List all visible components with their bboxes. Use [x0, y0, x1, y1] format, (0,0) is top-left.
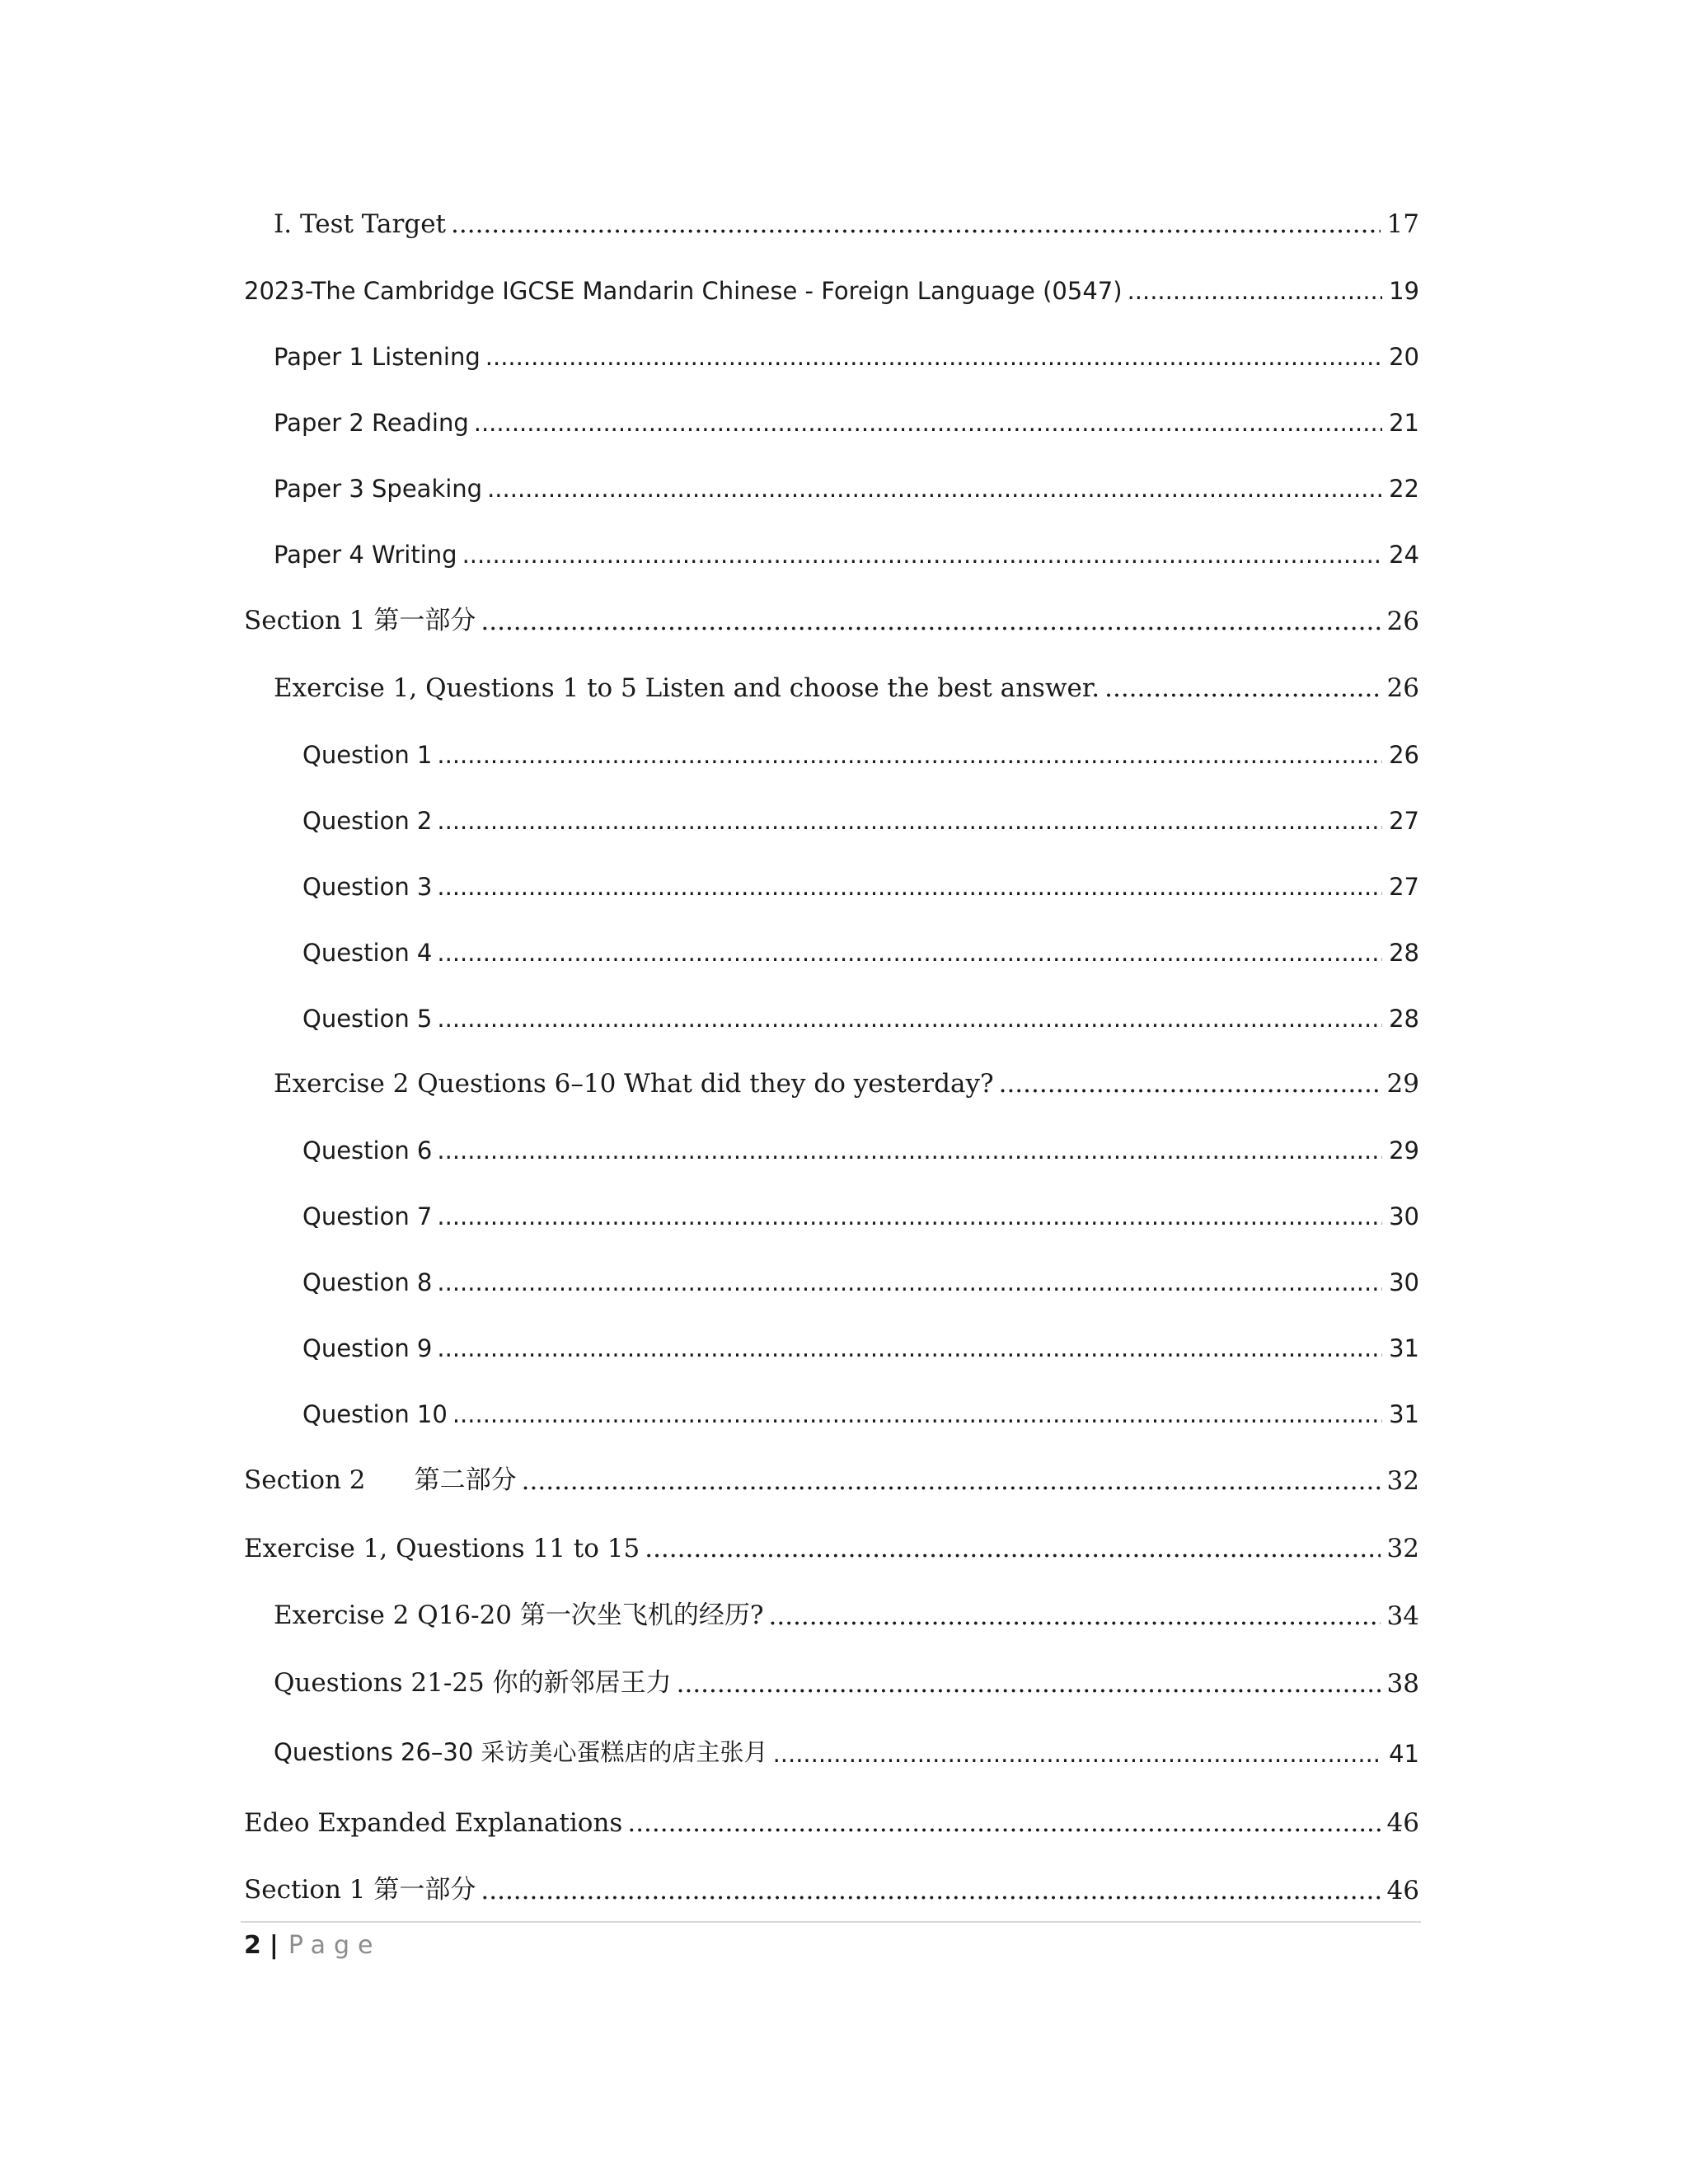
toc-page-number: 41 — [1389, 1740, 1419, 1768]
toc-dot-leader — [769, 1601, 1381, 1631]
toc-dot-leader — [437, 1268, 1382, 1296]
toc-entry-question-6[interactable] — [302, 1115, 1419, 1165]
toc-page-number: 28 — [1389, 1005, 1419, 1033]
toc-page-number: 26 — [1389, 741, 1419, 769]
toc-dot-leader — [437, 1005, 1382, 1033]
toc-dot-leader — [462, 541, 1383, 569]
toc-entry-paper-1[interactable] — [274, 321, 1419, 371]
toc-entry-section-1[interactable] — [244, 587, 1419, 636]
toc-entry-label: Section 1 第一部分 — [244, 1875, 476, 1905]
toc-entry-label: Paper 3 Speaking — [274, 475, 483, 503]
toc-entry-label: I. Test Target — [274, 209, 447, 239]
toc-entry-test-target[interactable] — [274, 190, 1419, 239]
toc-dot-leader — [437, 1202, 1382, 1230]
page-footer — [244, 1924, 381, 1966]
footer-page-number: 2 — [244, 1930, 261, 1960]
toc-page-number: 27 — [1389, 807, 1419, 835]
toc-entry-section-2[interactable] — [244, 1446, 1419, 1496]
toc-dot-leader — [677, 1669, 1381, 1699]
toc-page-number: 20 — [1389, 343, 1419, 371]
toc-entry-label: Exercise 1, Questions 11 to 15 — [244, 1534, 640, 1563]
toc-entry-questions-26-30[interactable] — [274, 1718, 1419, 1768]
toc-entry-label: Exercise 1, Questions 1 to 5 Listen and choose the best answer. — [274, 673, 1100, 703]
toc-entry-label: Question 2 — [302, 807, 433, 835]
toc-dot-leader — [1128, 277, 1383, 305]
toc-entry-question-7[interactable] — [302, 1181, 1419, 1230]
toc-entry-label: Paper 2 Reading — [274, 409, 469, 437]
toc-entry-label: Exercise 2 Questions 6–10 What did they do yesterday? — [274, 1069, 994, 1099]
toc-entry-label: Question 6 — [302, 1137, 433, 1165]
toc-page-number: 19 — [1389, 277, 1419, 305]
toc-dot-leader — [487, 475, 1382, 503]
toc-dot-leader — [999, 1069, 1381, 1099]
toc-page-number: 29 — [1389, 1137, 1419, 1165]
toc-page-number: 17 — [1386, 209, 1419, 239]
toc-entry-section-1-repeat[interactable] — [244, 1856, 1419, 1905]
toc-entry-question-3[interactable] — [302, 851, 1419, 901]
toc-entry-paper-3[interactable] — [274, 453, 1419, 503]
toc-dot-leader — [474, 409, 1382, 437]
toc-page-number: 26 — [1386, 673, 1419, 703]
toc-entry-label: Exercise 2 Q16-20 第一次坐飞机的经历? — [274, 1601, 764, 1630]
toc-entry-label: Edeo Expanded Explanations — [244, 1808, 623, 1838]
toc-page-number: 27 — [1389, 873, 1419, 901]
toc-page-number: 34 — [1386, 1601, 1419, 1631]
footer-page-word: Page — [288, 1930, 382, 1960]
toc-page-number: 46 — [1386, 1808, 1419, 1838]
toc-entry-label: Question 10 — [302, 1400, 448, 1428]
toc-entry-question-4[interactable] — [302, 917, 1419, 967]
toc-entry-question-2[interactable] — [302, 785, 1419, 835]
toc-page-number: 28 — [1389, 939, 1419, 967]
toc-entry-question-8[interactable] — [302, 1247, 1419, 1296]
toc-page-number: 30 — [1389, 1202, 1419, 1230]
toc-entry-label: Section 2 第二部分 — [244, 1465, 517, 1495]
toc-page-number: 46 — [1386, 1876, 1419, 1905]
toc-dot-leader — [437, 939, 1382, 967]
toc-page-number: 32 — [1386, 1534, 1419, 1563]
toc-entry-question-1[interactable] — [302, 719, 1419, 769]
toc-page-number: 38 — [1386, 1669, 1419, 1699]
toc-dot-leader — [627, 1808, 1380, 1838]
toc-page-number: 24 — [1389, 541, 1419, 569]
toc-dot-leader — [1104, 673, 1380, 703]
footer-divider — [241, 1921, 1421, 1923]
toc-page-number: 32 — [1386, 1466, 1419, 1496]
toc-entry-exercise-2-q16-20[interactable] — [274, 1582, 1419, 1631]
toc-dot-leader — [437, 741, 1382, 769]
footer-separator: | — [269, 1930, 279, 1960]
toc-page-number: 31 — [1389, 1334, 1419, 1362]
toc-entry-exercise-1[interactable] — [274, 654, 1419, 703]
toc-entry-label: Question 5 — [302, 1005, 433, 1033]
toc-page-number: 22 — [1389, 475, 1419, 503]
toc-dot-leader — [773, 1740, 1383, 1768]
toc-dot-leader — [481, 1876, 1380, 1905]
toc-dot-leader — [437, 1137, 1382, 1165]
toc-page-number: 26 — [1386, 607, 1419, 636]
toc-dot-leader — [645, 1534, 1380, 1563]
toc-page-number: 30 — [1389, 1268, 1419, 1296]
toc-dot-leader — [452, 1400, 1382, 1428]
toc-dot-leader — [437, 807, 1382, 835]
toc-entry-paper-2[interactable] — [274, 387, 1419, 437]
toc-page-number: 21 — [1389, 409, 1419, 437]
toc-entry-igcse-heading[interactable] — [244, 255, 1419, 305]
toc-page-number: 29 — [1386, 1069, 1419, 1099]
toc-dot-leader — [451, 209, 1381, 239]
toc-entry-label: 2023-The Cambridge IGCSE Mandarin Chinese - Foreign Language (0547) — [244, 277, 1123, 305]
toc-dot-leader — [437, 1334, 1382, 1362]
toc-entry-label: Question 3 — [302, 873, 433, 901]
toc-entry-label: Question 9 — [302, 1334, 433, 1362]
toc-entry-label: Question 1 — [302, 741, 433, 769]
toc-entry-expanded-explanations[interactable] — [244, 1788, 1419, 1838]
toc-entry-label: Question 4 — [302, 939, 433, 967]
toc-entry-paper-4[interactable] — [274, 519, 1419, 569]
toc-entry-question-10[interactable] — [302, 1379, 1419, 1428]
toc-entry-label: Questions 21-25 你的新邻居王力 — [274, 1668, 672, 1698]
toc-entry-questions-21-25[interactable] — [274, 1649, 1419, 1699]
toc-entry-question-5[interactable] — [302, 983, 1419, 1033]
toc-dot-leader — [485, 343, 1382, 371]
toc-dot-leader — [481, 607, 1380, 636]
toc-dot-leader — [437, 873, 1382, 901]
toc-page-number: 31 — [1389, 1400, 1419, 1428]
toc-entry-exercise-1-q11-15[interactable] — [244, 1514, 1419, 1563]
toc-entry-label: Question 7 — [302, 1202, 433, 1230]
toc-entry-question-9[interactable] — [302, 1313, 1419, 1362]
toc-entry-label: Questions 26–30 采访美心蛋糕店的店主张月 — [274, 1738, 768, 1766]
toc-entry-label: Section 1 第一部分 — [244, 606, 476, 635]
toc-dot-leader — [522, 1466, 1381, 1496]
toc-entry-label: Paper 1 Listening — [274, 343, 481, 371]
toc-entry-exercise-2[interactable] — [274, 1049, 1419, 1099]
toc-entry-label: Paper 4 Writing — [274, 541, 457, 569]
toc-entry-label: Question 8 — [302, 1268, 433, 1296]
